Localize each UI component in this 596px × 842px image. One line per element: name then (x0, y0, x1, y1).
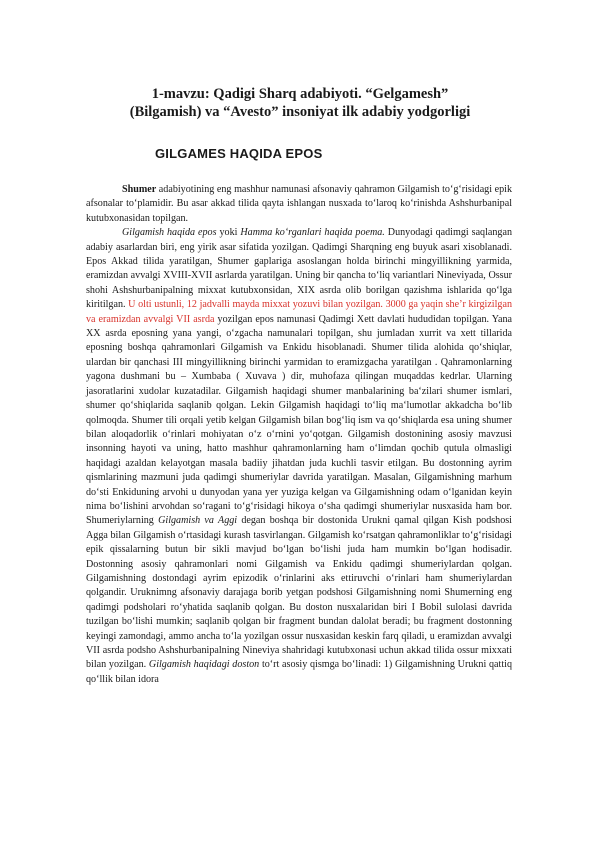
paragraph-intro (86, 183, 512, 226)
page-title-line-1: 1-mavzu: Qadigi Sharq adabiyoti. “Gelgamesh” (151, 86, 449, 102)
page-title-line-2: (Bilgamish) va “Avesto” insoniyat ilk adabiy yodgorligi (129, 104, 471, 120)
paragraph-main-text-3: degan boshqa bir dostonida Urukni qamal qilgan Kish podshosi Agga bilan Gilgamish o‘rtasidagi kurash tasvirlangan. Gilgamish ko‘rsatgan qahramonliklar to‘g‘risidagi epik qissalarning butun bir sikli mavjud bo‘lgan bo‘lishi juda ham mumkin bo‘lgan hodisadir. Dostonning asosiy qahramonlari nomi Gilgamish va Enkidu qadimgi shumeriylardan qolgan. Gilgamishning dostondagi ayrim epizodik o‘rinlarini aks ettiruvchi o‘rinlari ham shumeriylardan qolgandir. Uruknimng afsonaviy darajaga borib yetgan podshosi Gilgamishning nomi Shumerning eng qadimgi podsholari ro‘yhatida saqlanib qolgan. Bu doston nusxalaridan biri I Bobil sulolasi davrida tuzilgan bo‘lishi mumkin; saqlanib qolgan bir fragment bundan dalolat beradi; bu fragment dostonning keyingi zamondagi, ammo ancha to‘la yozilgan ossur nusxasidan keskin farq qiladi, u eramizdan avvalgi VII asrda podsho Ashshurbanipalning Nineviya shahridagi kutubxonasi uchun akkad tilida ossur mixxati bilan yozilgan. (86, 515, 512, 671)
paragraph-main (86, 226, 512, 687)
epic-alt-title-italic: Hamma ko‘rganlari haqida poema. (240, 227, 385, 239)
epic-title-italic: Gilgamish haqida epos (122, 227, 217, 239)
paragraph-main-text-4: to‘rt asosiy qismga bo‘linadi: 1) Gilgamishning Urukni qattiq qo‘llik bilan idora (86, 659, 512, 685)
poem-title-italic: Gilgamish va Aggi (158, 515, 238, 527)
paragraph-main-text-2: yozilgan epos namunasi Qadimgi Xett davlati hududidan topilgan. Yana XX asrda eposning yana yangi, o‘zgacha namunalari topilgan, shu jumladan xurrit va xett tillarida eposning boshqa qahramonlari Gilgamish va Enkidu hisoblanadi. Shumer tilida alohida qo‘shiqlar, ulardan bir qanchasi III mingyillikning birinchi yarmidan to eramizgacha yaratilgan . Qahramonlarning yagona dushmani bu – Xumbaba ( Xuvava ) dir, muhofaza qilingan muqaddas kedrlar. Ularning jasoratlarini xudolar kuzatadilar. Gilgamish haqidagi shumer manbalarining ba‘zilari shumer ismlari, shumer qo‘shiqlarida saqlanib qolgan. Lekin Gilgamish haqidagi to‘liq ma‘lumotlar akkadcha bo‘lib qolmoqda. Shumer tili orqali yetib kelgan Gilgamish bilan bog‘liq ism va qo‘shiqlarda esa uning shumer bilan aloqadorlik o‘rinlari mohiyatan o‘z o‘rnini yo‘qotgan. Gilgamish dostonining asosiy mavzusi insonning hayoti va uning, hatto mashhur qahramonlarning ham o‘limdan qochib qutula olmasligi haqidagi azaldan kelayotgan masala badiiy jihatdan juda kuchli tasvir etilgan. Bu dostonning ayrim qismlarining mazmuni juda qadimgi shumeriylar davrida yaratilgan. Masalan, Gilgamishning marhum do‘sti Enkiduning arvohi u dunyodan yana yer yuziga kelgan va Gilgamishning odam o‘lganidan keyin nima bo‘lishini arvohdan so‘ragani to‘g‘risidagi hikoya o‘sha qadimgi shumeriylar nusxasida ham bor. Shumeriylarning (86, 313, 512, 527)
paragraph-main-text-1: Dunyodagi qadimgi saqlangan adabiy asarlardan biri, eng yirik asar sifatida yozilgan. Qadimgi Sharqning eng buyuk asari xisoblanadi. Epos Akkad tilida yaratilgan, Shumer gaplariga asoslangan holda birinchi mingyillikning yarmida, eramizdan avvalgi XVIII-XVII asrlarda yaratilgan. Uning bir qancha to‘liq variantlari Nineviyada, Ossur shohi Ashshurbanipalning mixxat kutubxonsidan, XIX asrda olib borilgan qazishma ishlarida qo‘lga kiritilgan. (86, 227, 512, 311)
highlighted-red-text: U olti ustunli, 12 jadvalli mayda mixxat yozuvi bilan yozilgan. 3000 ga yaqin she’r kirgizilgan va eramizdan avvalgi VII asrda (86, 299, 512, 325)
section-heading: GILGAMES HAQIDA EPOS (155, 146, 323, 161)
lead-word: Shumer (122, 184, 157, 195)
connector-word: yoki (216, 227, 241, 239)
body-text (86, 183, 512, 687)
epic-name-italic: Gilgamish haqidagi doston (148, 659, 260, 671)
paragraph-intro-text: adabiyotining eng mashhur namunasi afsonaviy qahramon Gilgamish to‘g‘risidagi epik afsonalar to‘plamidir. Bu asar akkad tilida qayta ishlangan nusxada to‘laroq ko‘rinishda Ashshurbanipal kutubxonasidan topilgan. (86, 184, 512, 224)
